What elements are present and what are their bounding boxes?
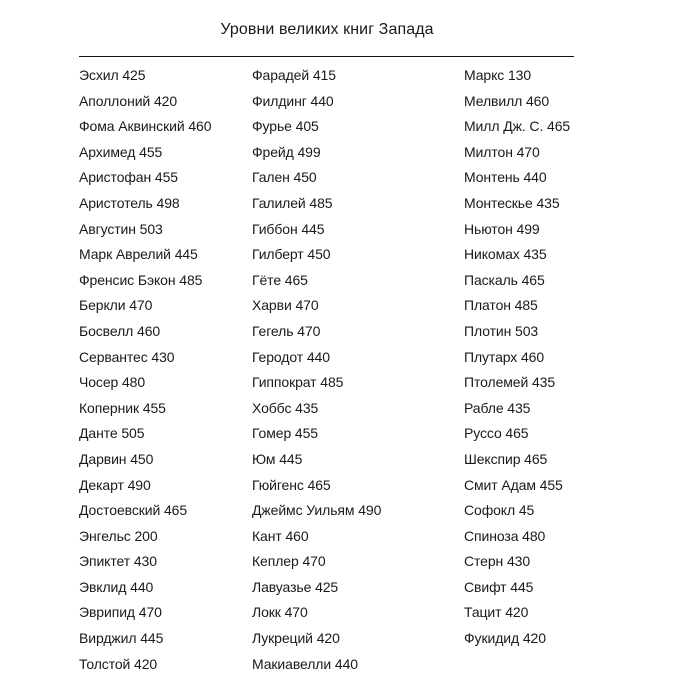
author-entry: Фурье 405 bbox=[252, 118, 319, 135]
author-entry: Макиавелли 440 bbox=[252, 655, 358, 672]
author-entry: Ньютон 499 bbox=[464, 220, 540, 237]
author-entry: Монтень 440 bbox=[464, 169, 547, 186]
author-entry: Гомер 455 bbox=[252, 425, 318, 442]
page-title: Уровни великих книг Запада bbox=[220, 21, 434, 38]
author-entry: Гегель 470 bbox=[252, 322, 321, 339]
author-entry: Филдинг 440 bbox=[252, 92, 334, 109]
author-entry: Френсис Бэкон 485 bbox=[79, 271, 203, 288]
author-entry: Лавуазье 425 bbox=[252, 578, 339, 595]
author-entry: Юм 445 bbox=[252, 450, 303, 467]
author-entry: Чосер 480 bbox=[79, 374, 146, 391]
author-entry: Кант 460 bbox=[252, 527, 309, 544]
authors-column-1 bbox=[79, 63, 211, 677]
author-entry: Аристотель 498 bbox=[79, 194, 180, 211]
author-entry: Эсхил 425 bbox=[79, 67, 146, 83]
author-entry: Софокл 45 bbox=[464, 502, 535, 519]
author-entry: Вирджил 445 bbox=[79, 630, 164, 647]
author-entry: Аполлоний 420 bbox=[79, 92, 177, 109]
author-entry: Августин 503 bbox=[79, 220, 163, 237]
author-entry: Данте 505 bbox=[79, 425, 145, 442]
author-entry: Кеплер 470 bbox=[252, 553, 326, 570]
author-entry: Архимед 455 bbox=[79, 143, 163, 160]
author-entry: Никомах 435 bbox=[464, 246, 547, 263]
author-entry: Декарт 490 bbox=[79, 476, 151, 493]
author-entry: Милл Дж. С. 465 bbox=[464, 118, 571, 135]
author-entry: Милтон 470 bbox=[464, 143, 540, 160]
author-entry: Птолемей 435 bbox=[464, 374, 556, 391]
title-divider bbox=[79, 56, 574, 57]
author-entry: Мелвилл 460 bbox=[464, 92, 550, 109]
author-entry: Фрейд 499 bbox=[252, 143, 321, 160]
author-entry: Сервантес 430 bbox=[79, 348, 175, 365]
author-entry: Марк Аврелий 445 bbox=[79, 246, 198, 263]
author-entry: Шекспир 465 bbox=[464, 450, 548, 467]
authors-column-2 bbox=[252, 63, 381, 677]
author-entry: Свифт 445 bbox=[464, 578, 534, 595]
author-entry: Геродот 440 bbox=[252, 348, 330, 365]
author-entry: Платон 485 bbox=[464, 297, 538, 314]
author-entry: Энгельс 200 bbox=[79, 527, 158, 544]
author-entry: Джеймс Уильям 490 bbox=[252, 502, 382, 519]
author-entry: Хоббс 435 bbox=[252, 399, 319, 416]
author-entry: Маркс 130 bbox=[464, 67, 532, 83]
author-entry: Дарвин 450 bbox=[79, 450, 154, 467]
author-entry: Гюйгенс 465 bbox=[252, 476, 331, 493]
author-entry: Харви 470 bbox=[252, 297, 319, 314]
author-entry: Беркли 470 bbox=[79, 297, 153, 314]
author-entry: Эврипид 470 bbox=[79, 604, 162, 621]
author-entry: Гилберт 450 bbox=[252, 246, 331, 263]
author-entry: Спиноза 480 bbox=[464, 527, 546, 544]
author-entry: Гиппократ 485 bbox=[252, 374, 344, 391]
authors-column-3 bbox=[464, 63, 570, 652]
author-entry: Толстой 420 bbox=[79, 655, 158, 672]
author-entry: Эвклид 440 bbox=[79, 578, 154, 595]
author-entry: Тацит 420 bbox=[464, 604, 529, 621]
author-entry: Гиббон 445 bbox=[252, 220, 325, 237]
author-entry: Паскаль 465 bbox=[464, 271, 545, 288]
author-entry: Плутарх 460 bbox=[464, 348, 545, 365]
author-entry: Гёте 465 bbox=[252, 271, 308, 288]
author-entry: Коперник 455 bbox=[79, 399, 166, 416]
author-entry: Лукреций 420 bbox=[252, 630, 340, 647]
author-entry: Гален 450 bbox=[252, 169, 317, 186]
author-entry: Фарадей 415 bbox=[252, 67, 336, 83]
author-entry: Стерн 430 bbox=[464, 553, 531, 570]
author-entry: Достоевский 465 bbox=[79, 502, 188, 519]
author-entry: Рабле 435 bbox=[464, 399, 531, 416]
author-entry: Босвелл 460 bbox=[79, 322, 161, 339]
author-entry: Локк 470 bbox=[252, 604, 308, 621]
author-entry: Смит Адам 455 bbox=[464, 476, 563, 493]
author-entry: Аристофан 455 bbox=[79, 169, 178, 186]
author-entry: Руссо 465 bbox=[464, 425, 529, 442]
author-entry: Плотин 503 bbox=[464, 322, 539, 339]
author-entry: Фома Аквинский 460 bbox=[79, 118, 212, 135]
author-entry: Эпиктет 430 bbox=[79, 553, 157, 570]
author-entry: Монтескье 435 bbox=[464, 194, 560, 211]
author-entry: Фукидид 420 bbox=[464, 630, 546, 647]
author-entry: Галилей 485 bbox=[252, 194, 333, 211]
